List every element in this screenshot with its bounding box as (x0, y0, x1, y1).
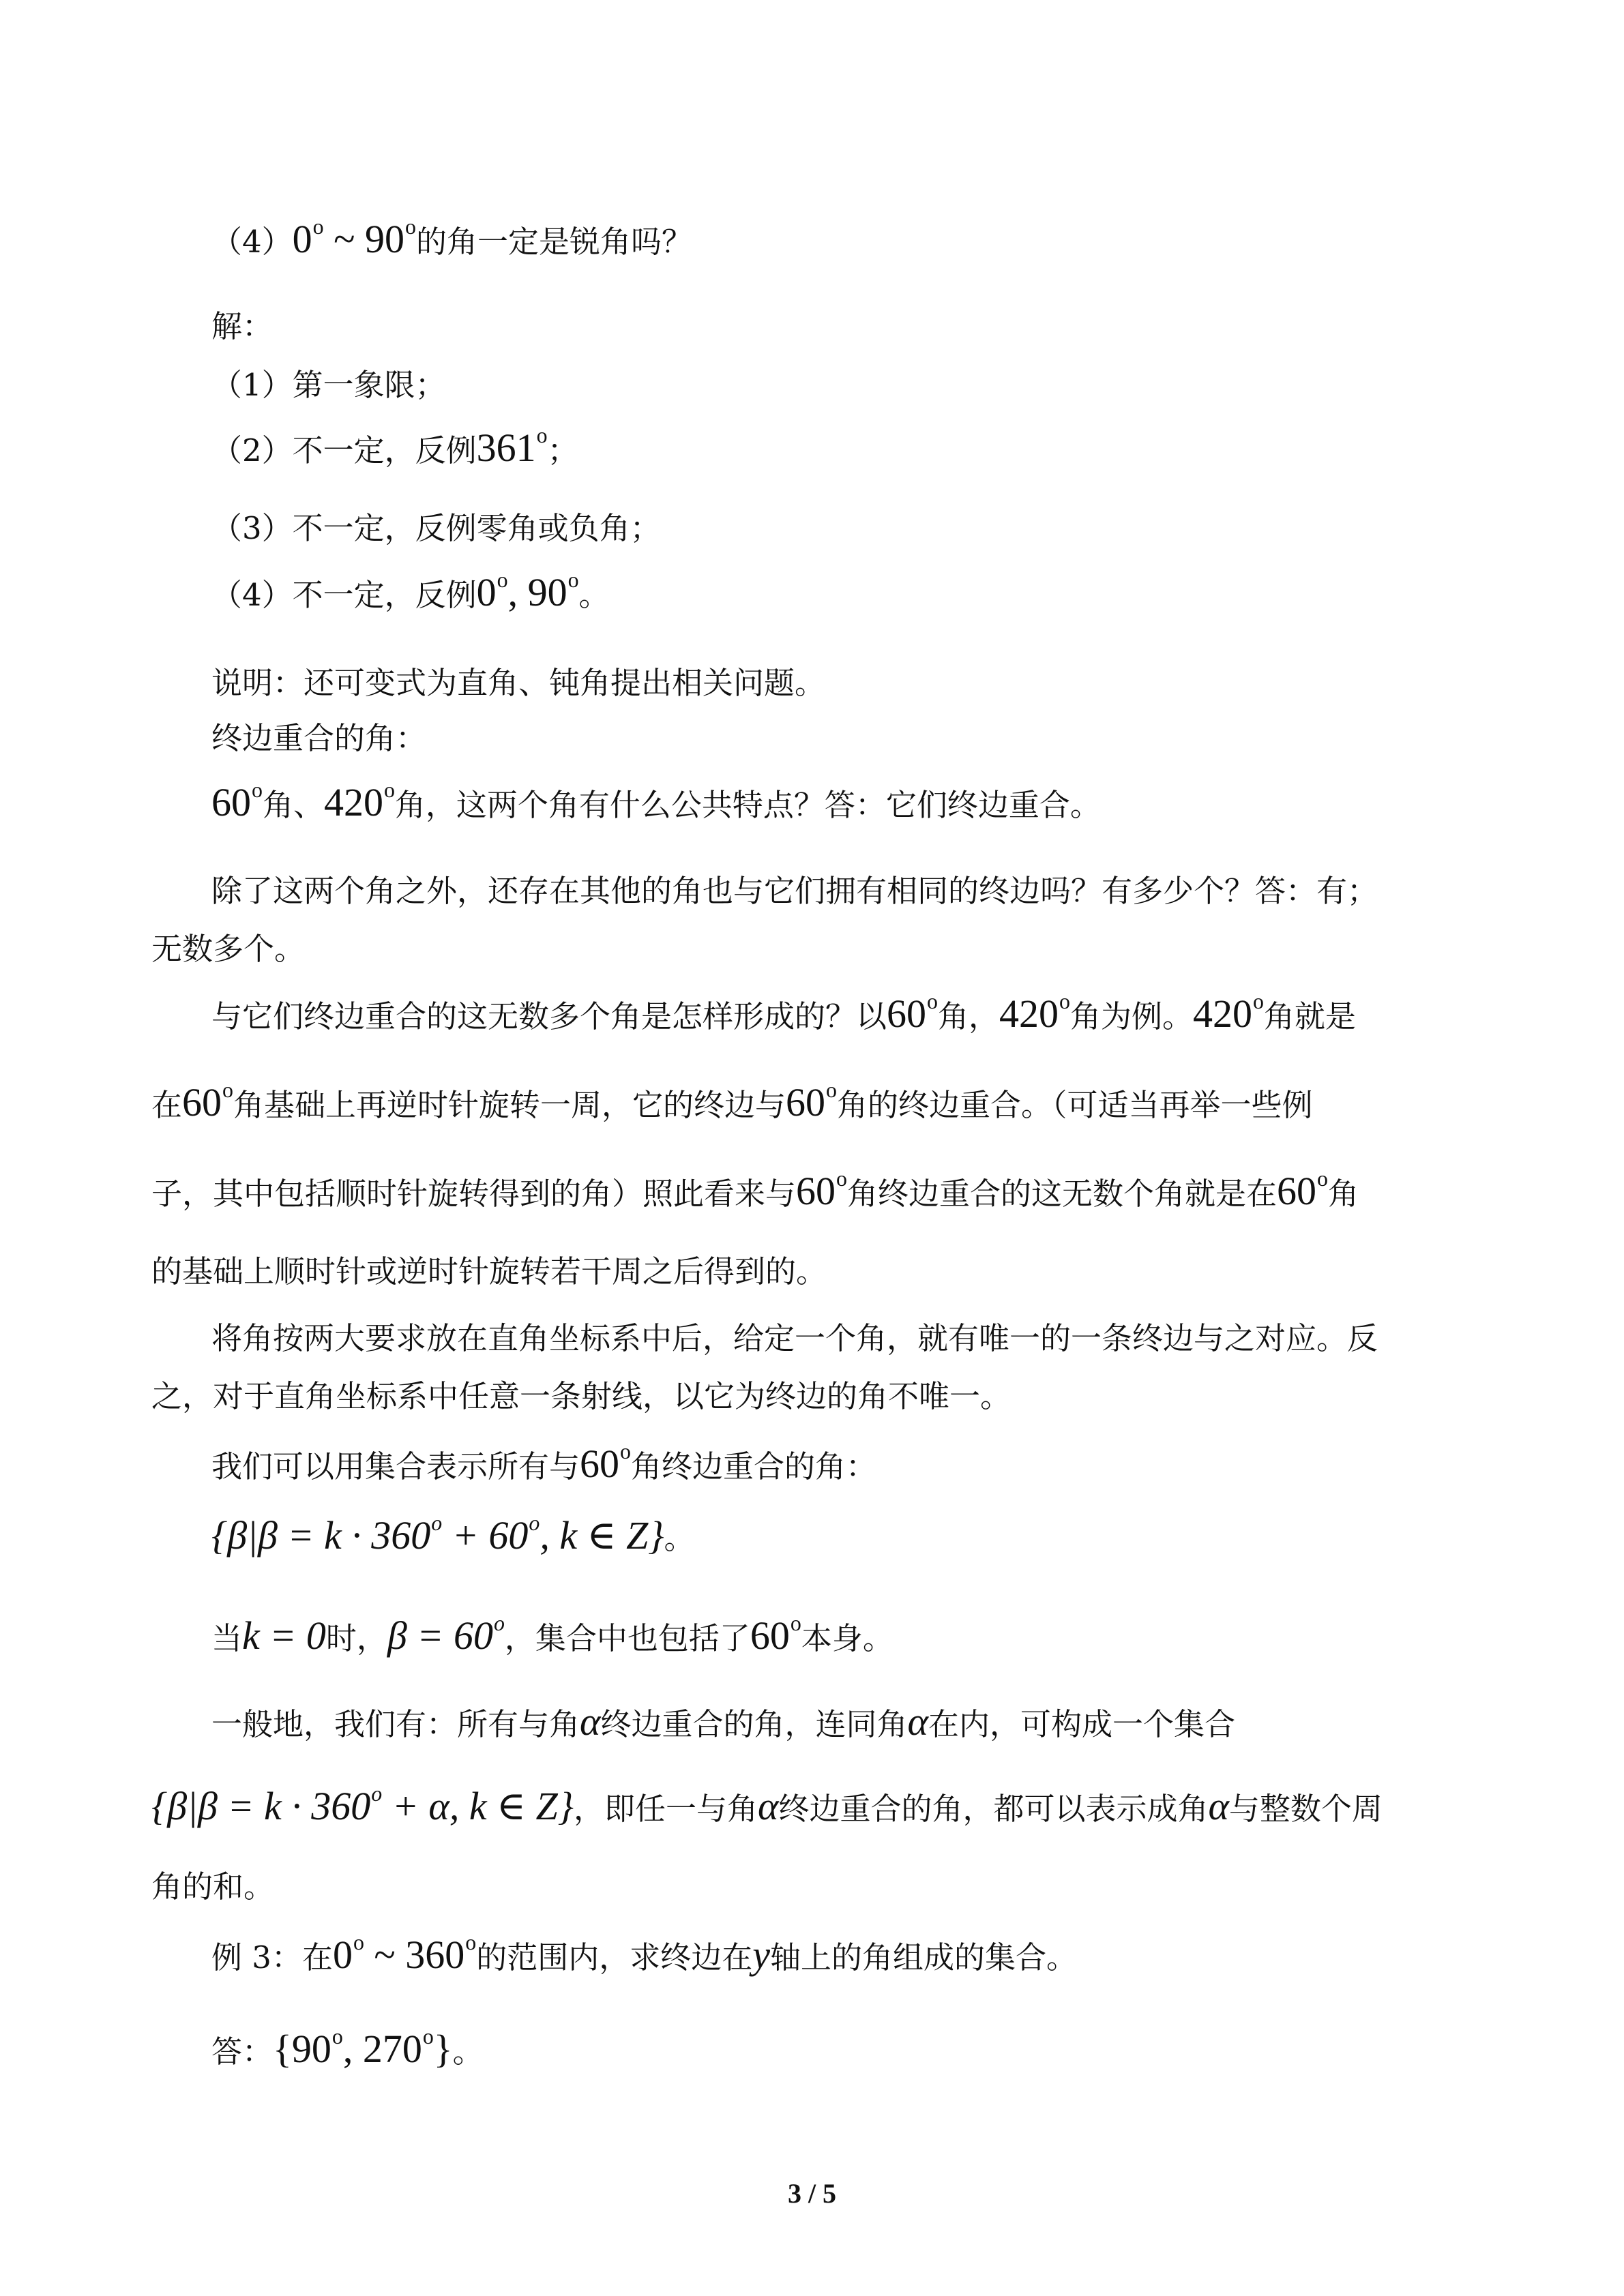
paragraph-formation-l4: 的基础上顺时针或逆时针旋转若干周之后得到的。 (151, 1253, 827, 1289)
example-3: 例 3：在0$^o$ ~ 360$^o$的范围内，求终边在y轴上的角组成的集合。 (211, 1930, 1078, 1978)
paragraph-formation-l2: 在60$^o$角基础上再逆时针旋转一周，它的终边与60$^o$角的终边重合。（可适当再举一些例 (151, 1078, 1313, 1125)
answer-4: （4）不一定，反例0$^o$, 90$^o$。 (211, 568, 610, 615)
paragraph-set-intro: 我们可以用集合表示所有与60$^o$角终边重合的角： (211, 1440, 876, 1487)
paragraph-general: 一般地，我们有：所有与角α终边重合的角，连同角α在内，可构成一个集合 (211, 1699, 1235, 1744)
paragraph-k-zero: 当k = 0时，$\beta = 60^o$，集合中也包括了60$^o$本身。 (211, 1611, 894, 1658)
note: 说明：还可变式为直角、钝角提出相关问题。 (211, 665, 826, 701)
paragraph-formation-l3: 子，其中包括顺时针旋转得到的角）照此看来与60$^o$角终边重合的这无数个角就是在60$^o$角 (151, 1167, 1359, 1214)
paragraph-coordinate-l1: 将角按两大要求放在直角坐标系中后，给定一个角，就有唯一的一条终边与之对应。反 (211, 1320, 1378, 1356)
paragraph-coordinate-l2: 之，对于直角坐标系中任意一条射线，以它为终边的角不唯一。 (151, 1378, 1012, 1414)
paragraph-other-angles-l1: 除了这两个角之外，还存在其他的角也与它们拥有相同的终边吗？有多少个？答：有； (211, 873, 1378, 909)
paragraph-formation-l1: 与它们终边重合的这无数多个角是怎样形成的？以60$^o$角，420$^o$角为例。420$^o$角就是 (211, 989, 1356, 1037)
answer-2: （2）不一定，反例361$^o$； (211, 423, 578, 471)
set-formula-alpha-l2: 角的和。 (151, 1868, 275, 1905)
text: （4） (211, 224, 293, 260)
answer-example-3: 答：{90$^o$, 270$^o$}。 (211, 2025, 484, 2072)
set-formula-60: {$\beta|\beta = k \cdot 360^o + 60^o$, k ∈ Z}。 (211, 1511, 695, 1558)
solution-label: 解： (211, 308, 274, 344)
paragraph-other-angles-l2: 无数多个。 (151, 931, 306, 967)
answer-3: （3）不一定，反例零角或负角； (211, 510, 661, 546)
answer-1: （1）第一象限； (211, 367, 446, 403)
math-expr: 0$^o$ ~ 90$^o$ (292, 215, 416, 262)
question-4 (211, 214, 692, 263)
page-number: 3 / 5 (787, 2178, 837, 2209)
section-heading: 终边重合的角： (211, 720, 427, 756)
text: 的角一定是锐角吗？ (415, 224, 692, 260)
paragraph-60-420: 60$^o$角、420$^o$角，这两个角有什么公共特点？答：它们终边重合。 (211, 778, 1101, 825)
set-formula-alpha: {$\beta|\beta = k \cdot 360^o + \alpha$, k ∈ Z}，即任一与角α终边重合的角，都可以表示成角α与整数个周 (151, 1782, 1383, 1829)
